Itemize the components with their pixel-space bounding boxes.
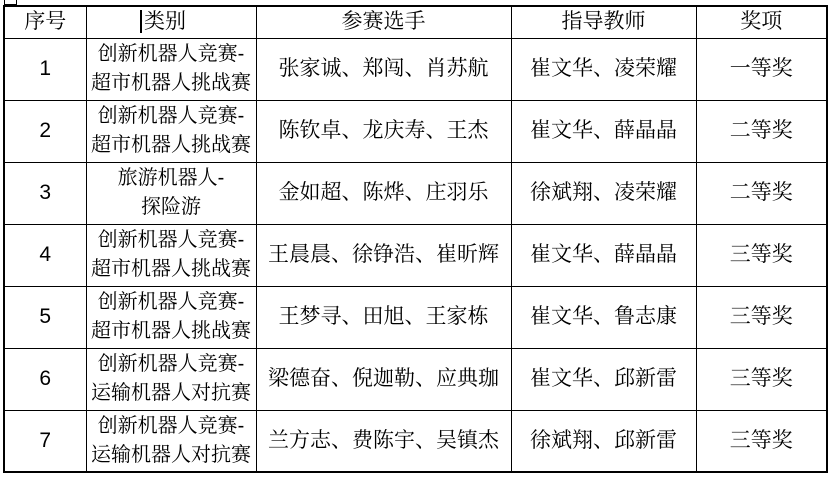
cell-category[interactable] <box>86 286 256 348</box>
col-header-category[interactable] <box>86 6 256 38</box>
award-label: 二等奖 <box>729 180 793 204</box>
cell-teachers[interactable] <box>511 100 696 162</box>
table-row <box>4 410 827 472</box>
cell-category[interactable] <box>86 162 256 224</box>
cell-award[interactable] <box>696 100 827 162</box>
cell-contestants[interactable] <box>256 348 511 410</box>
category-line-2: 超市机器人挑战赛 <box>91 320 251 342</box>
category-line-1: 旅游机器人- <box>117 167 225 189</box>
contestants-names: 陈钦卓、龙庆寿、王杰 <box>278 118 489 142</box>
category-line-1: 创新机器人竞赛- <box>97 43 245 65</box>
cell-category[interactable] <box>86 100 256 162</box>
cell-contestants[interactable] <box>256 410 511 472</box>
row-number: 7 <box>39 428 52 452</box>
cell-award[interactable] <box>696 38 827 100</box>
category-line-1: 创新机器人竞赛- <box>97 105 245 127</box>
col-header-teachers[interactable] <box>511 6 696 38</box>
cell-contestants[interactable] <box>256 162 511 224</box>
cell-index[interactable] <box>4 348 86 410</box>
row-number: 3 <box>39 180 52 204</box>
award-label: 三等奖 <box>729 366 793 390</box>
cell-category[interactable] <box>86 348 256 410</box>
category-line-2: 超市机器人挑战赛 <box>91 72 251 94</box>
cell-teachers[interactable] <box>511 348 696 410</box>
table-row <box>4 348 827 410</box>
cell-contestants[interactable] <box>256 286 511 348</box>
cell-award[interactable] <box>696 286 827 348</box>
cell-teachers[interactable] <box>511 224 696 286</box>
table-row <box>4 286 827 348</box>
category-line-1: 创新机器人竞赛- <box>97 229 245 251</box>
cell-index[interactable] <box>4 286 86 348</box>
cell-index[interactable] <box>4 162 86 224</box>
contestants-names: 金如超、陈烨、庄羽乐 <box>278 180 489 204</box>
row-number: 6 <box>39 366 52 390</box>
contestants-names: 王晨晨、徐铮浩、崔昕辉 <box>268 242 499 266</box>
cell-award[interactable] <box>696 162 827 224</box>
award-label: 二等奖 <box>729 118 793 142</box>
category-line-2: 探险游 <box>141 196 201 218</box>
cell-index[interactable] <box>4 224 86 286</box>
table-row <box>4 100 827 162</box>
row-number: 1 <box>39 56 52 80</box>
row-number: 5 <box>39 304 52 328</box>
teachers-names: 崔文华、凌荣耀 <box>530 56 677 80</box>
contestants-names: 王梦寻、田旭、王家栋 <box>278 304 489 328</box>
table-row <box>4 224 827 286</box>
award-label: 三等奖 <box>729 242 793 266</box>
category-line-1: 创新机器人竞赛- <box>97 291 245 313</box>
col-header-contestants[interactable] <box>256 6 511 38</box>
cell-index[interactable] <box>4 410 86 472</box>
cell-index[interactable] <box>4 100 86 162</box>
col-header-teachers-label: 指导教师 <box>561 10 646 34</box>
row-number: 2 <box>39 118 52 142</box>
category-line-1: 创新机器人竞赛- <box>97 353 245 375</box>
cell-category[interactable] <box>86 224 256 286</box>
cell-category[interactable] <box>86 410 256 472</box>
cell-contestants[interactable] <box>256 38 511 100</box>
contestants-names: 张家诚、郑闯、肖苏航 <box>278 56 489 80</box>
contestants-names: 梁德奋、倪迦勒、应典珈 <box>268 366 499 390</box>
cell-category[interactable] <box>86 38 256 100</box>
cell-teachers[interactable] <box>511 410 696 472</box>
col-header-category-label: 类别 <box>144 10 186 34</box>
teachers-names: 徐斌翔、邱新雷 <box>530 428 677 452</box>
table-row <box>4 38 827 100</box>
contestants-names: 兰方志、费陈宇、吴镇杰 <box>268 428 499 452</box>
teachers-names: 崔文华、薛晶晶 <box>530 118 677 142</box>
award-label: 一等奖 <box>729 56 793 80</box>
cell-contestants[interactable] <box>256 224 511 286</box>
text-cursor-icon <box>140 10 142 33</box>
cell-award[interactable] <box>696 410 827 472</box>
col-header-award[interactable] <box>696 6 827 38</box>
award-label: 三等奖 <box>729 304 793 328</box>
cell-teachers[interactable] <box>511 286 696 348</box>
teachers-names: 崔文华、薛晶晶 <box>530 242 677 266</box>
table-row <box>4 162 827 224</box>
cell-award[interactable] <box>696 348 827 410</box>
cell-teachers[interactable] <box>511 38 696 100</box>
teachers-names: 崔文华、邱新雷 <box>530 366 677 390</box>
teachers-names: 徐斌翔、凌荣耀 <box>530 180 677 204</box>
col-header-award-label: 奖项 <box>740 10 783 34</box>
category-line-1: 创新机器人竞赛- <box>97 414 245 437</box>
col-header-contestants-label: 参赛选手 <box>341 10 426 34</box>
awards-table <box>3 5 828 473</box>
category-line-2: 超市机器人挑战赛 <box>91 258 251 280</box>
row-number: 4 <box>39 242 52 266</box>
category-line-2: 运输机器人对抗赛 <box>91 382 251 404</box>
category-line-2: 运输机器人对抗赛 <box>91 443 251 466</box>
col-header-index-label: 序号 <box>24 10 67 34</box>
cell-contestants[interactable] <box>256 100 511 162</box>
cell-index[interactable] <box>4 38 86 100</box>
col-header-index[interactable] <box>4 6 86 38</box>
category-line-2: 超市机器人挑战赛 <box>91 134 251 156</box>
award-label: 三等奖 <box>729 428 793 452</box>
teachers-names: 崔文华、鲁志康 <box>530 304 677 328</box>
cell-award[interactable] <box>696 224 827 286</box>
cell-teachers[interactable] <box>511 162 696 224</box>
header-row <box>4 6 827 38</box>
